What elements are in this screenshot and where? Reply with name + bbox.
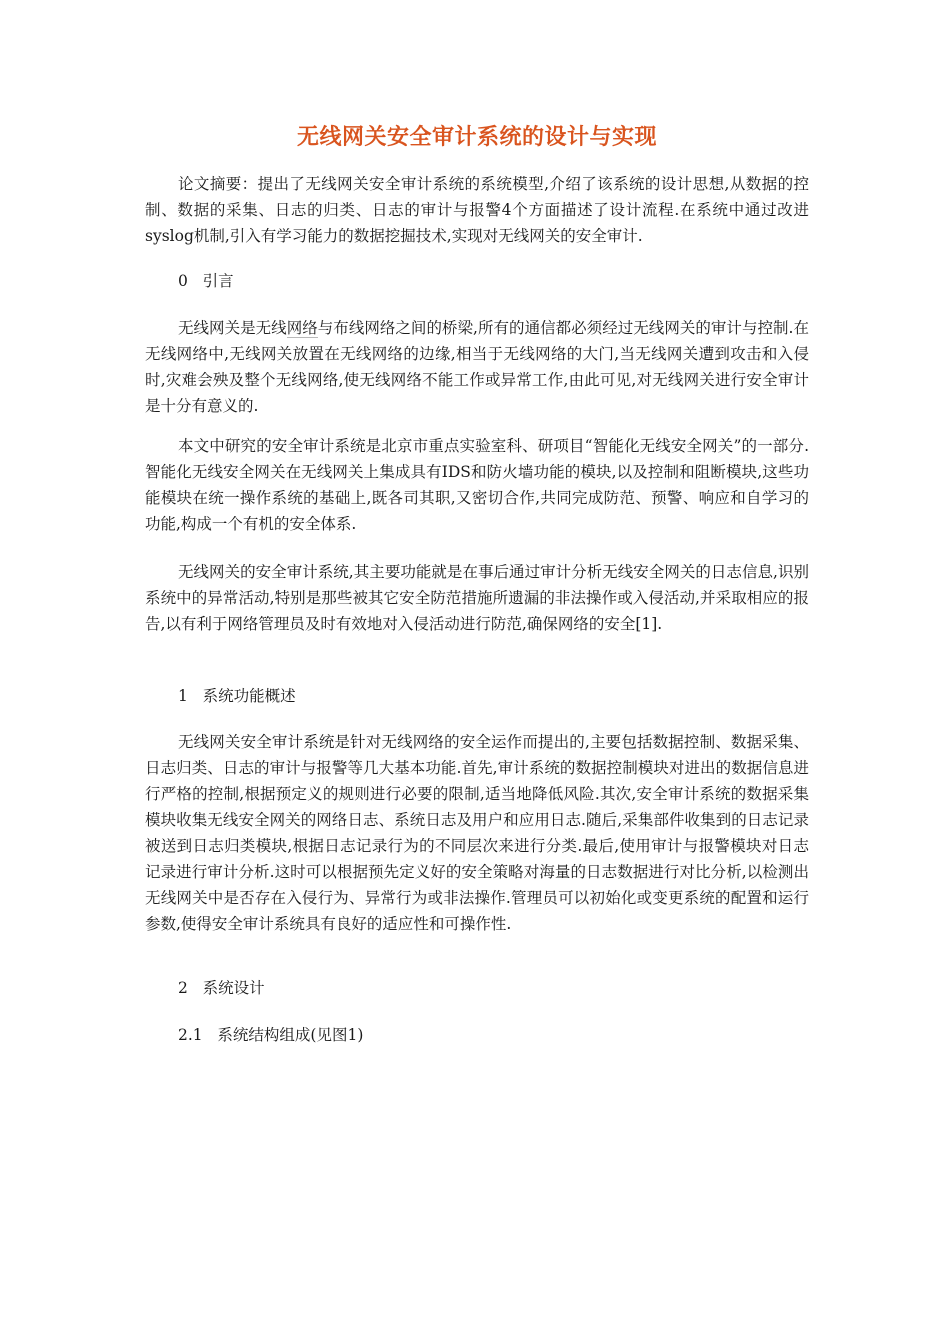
- network-link[interactable]: 网络: [286, 319, 318, 337]
- section-0-heading: 0 引言: [178, 272, 234, 290]
- intro-paragraph-2: 本文中研究的安全审计系统是北京市重点实验室科、研项目“智能化无线安全网关”的一部分.智能化无线安全网关在无线网关上集成具有IDS和防火墙功能的模块,以及控制和阻断模块,这些功能模块在统一操作系统的基础上,既各司其职,又密切合作,共同完成防范、预警、响应和自学习的功能,构成一个有机的安全体系.: [145, 437, 809, 533]
- intro-paragraph-1-text-a: 无线网关是无线: [178, 319, 287, 337]
- abstract-paragraph: 论文摘要：提出了无线网关安全审计系统的系统模型,介绍了该系统的设计思想,从数据的控制、数据的采集、日志的归类、日志的审计与报警4个方面描述了设计流程.在系统中通过改进syslog机制,引入有学习能力的数据挖掘技术,实现对无线网关的安全审计.: [145, 175, 809, 245]
- section-2-1-heading: 2.1 系统结构组成(见图1): [178, 1026, 364, 1044]
- document-title: 无线网关安全审计系统的设计与实现: [296, 125, 657, 150]
- section-1-paragraph: 无线网关安全审计系统是针对无线网络的安全运作而提出的,主要包括数据控制、数据采集、日志归类、日志的审计与报警等几大基本功能.首先,审计系统的数据控制模块对进出的数据信息进行严格的控制,根据预定义的规则进行必要的限制,适当地降低风险.其次,安全审计系统的数据采集模块收集无线安全网关的网络日志、系统日志及用户和应用日志.随后,采集部件收集到的日志记录被送到日志归类模块,根据日志记录行为的不同层次来进行分类.最后,使用审计与报警模块对日志记录进行审计分析.这时可以根据预先定义好的安全策略对海量的日志数据进行对比分析,以检测出无线网关中是否存在入侵行为、异常行为或非法操作.管理员可以初始化或变更系统的配置和运行参数,使得安全审计系统具有良好的适应性和可操作性.: [145, 733, 809, 933]
- intro-paragraph-1: [145, 315, 809, 419]
- section-1-heading: 1 系统功能概述: [178, 687, 296, 705]
- section-2-heading: 2 系统设计: [178, 979, 265, 997]
- intro-paragraph-3: 无线网关的安全审计系统,其主要功能就是在事后通过审计分析无线安全网关的日志信息,识别系统中的异常活动,特别是那些被其它安全防范措施所遗漏的非法操作或入侵活动,并采取相应的报告,以有利于网络管理员及时有效地对入侵活动进行防范,确保网络的安全[1].: [145, 563, 809, 633]
- intro-paragraph-1-text-b: 与布线网络之间的桥梁,所有的通信都必须经过无线网关的审计与控制.在无线网络中,无线网关放置在无线网络的边缘,相当于无线网络的大门,当无线网关遭到攻击和入侵时,灾难会殃及整个无线网络,使无线网络不能工作或异常工作,由此可见,对无线网关进行安全审计是十分有意义的.: [145, 319, 809, 415]
